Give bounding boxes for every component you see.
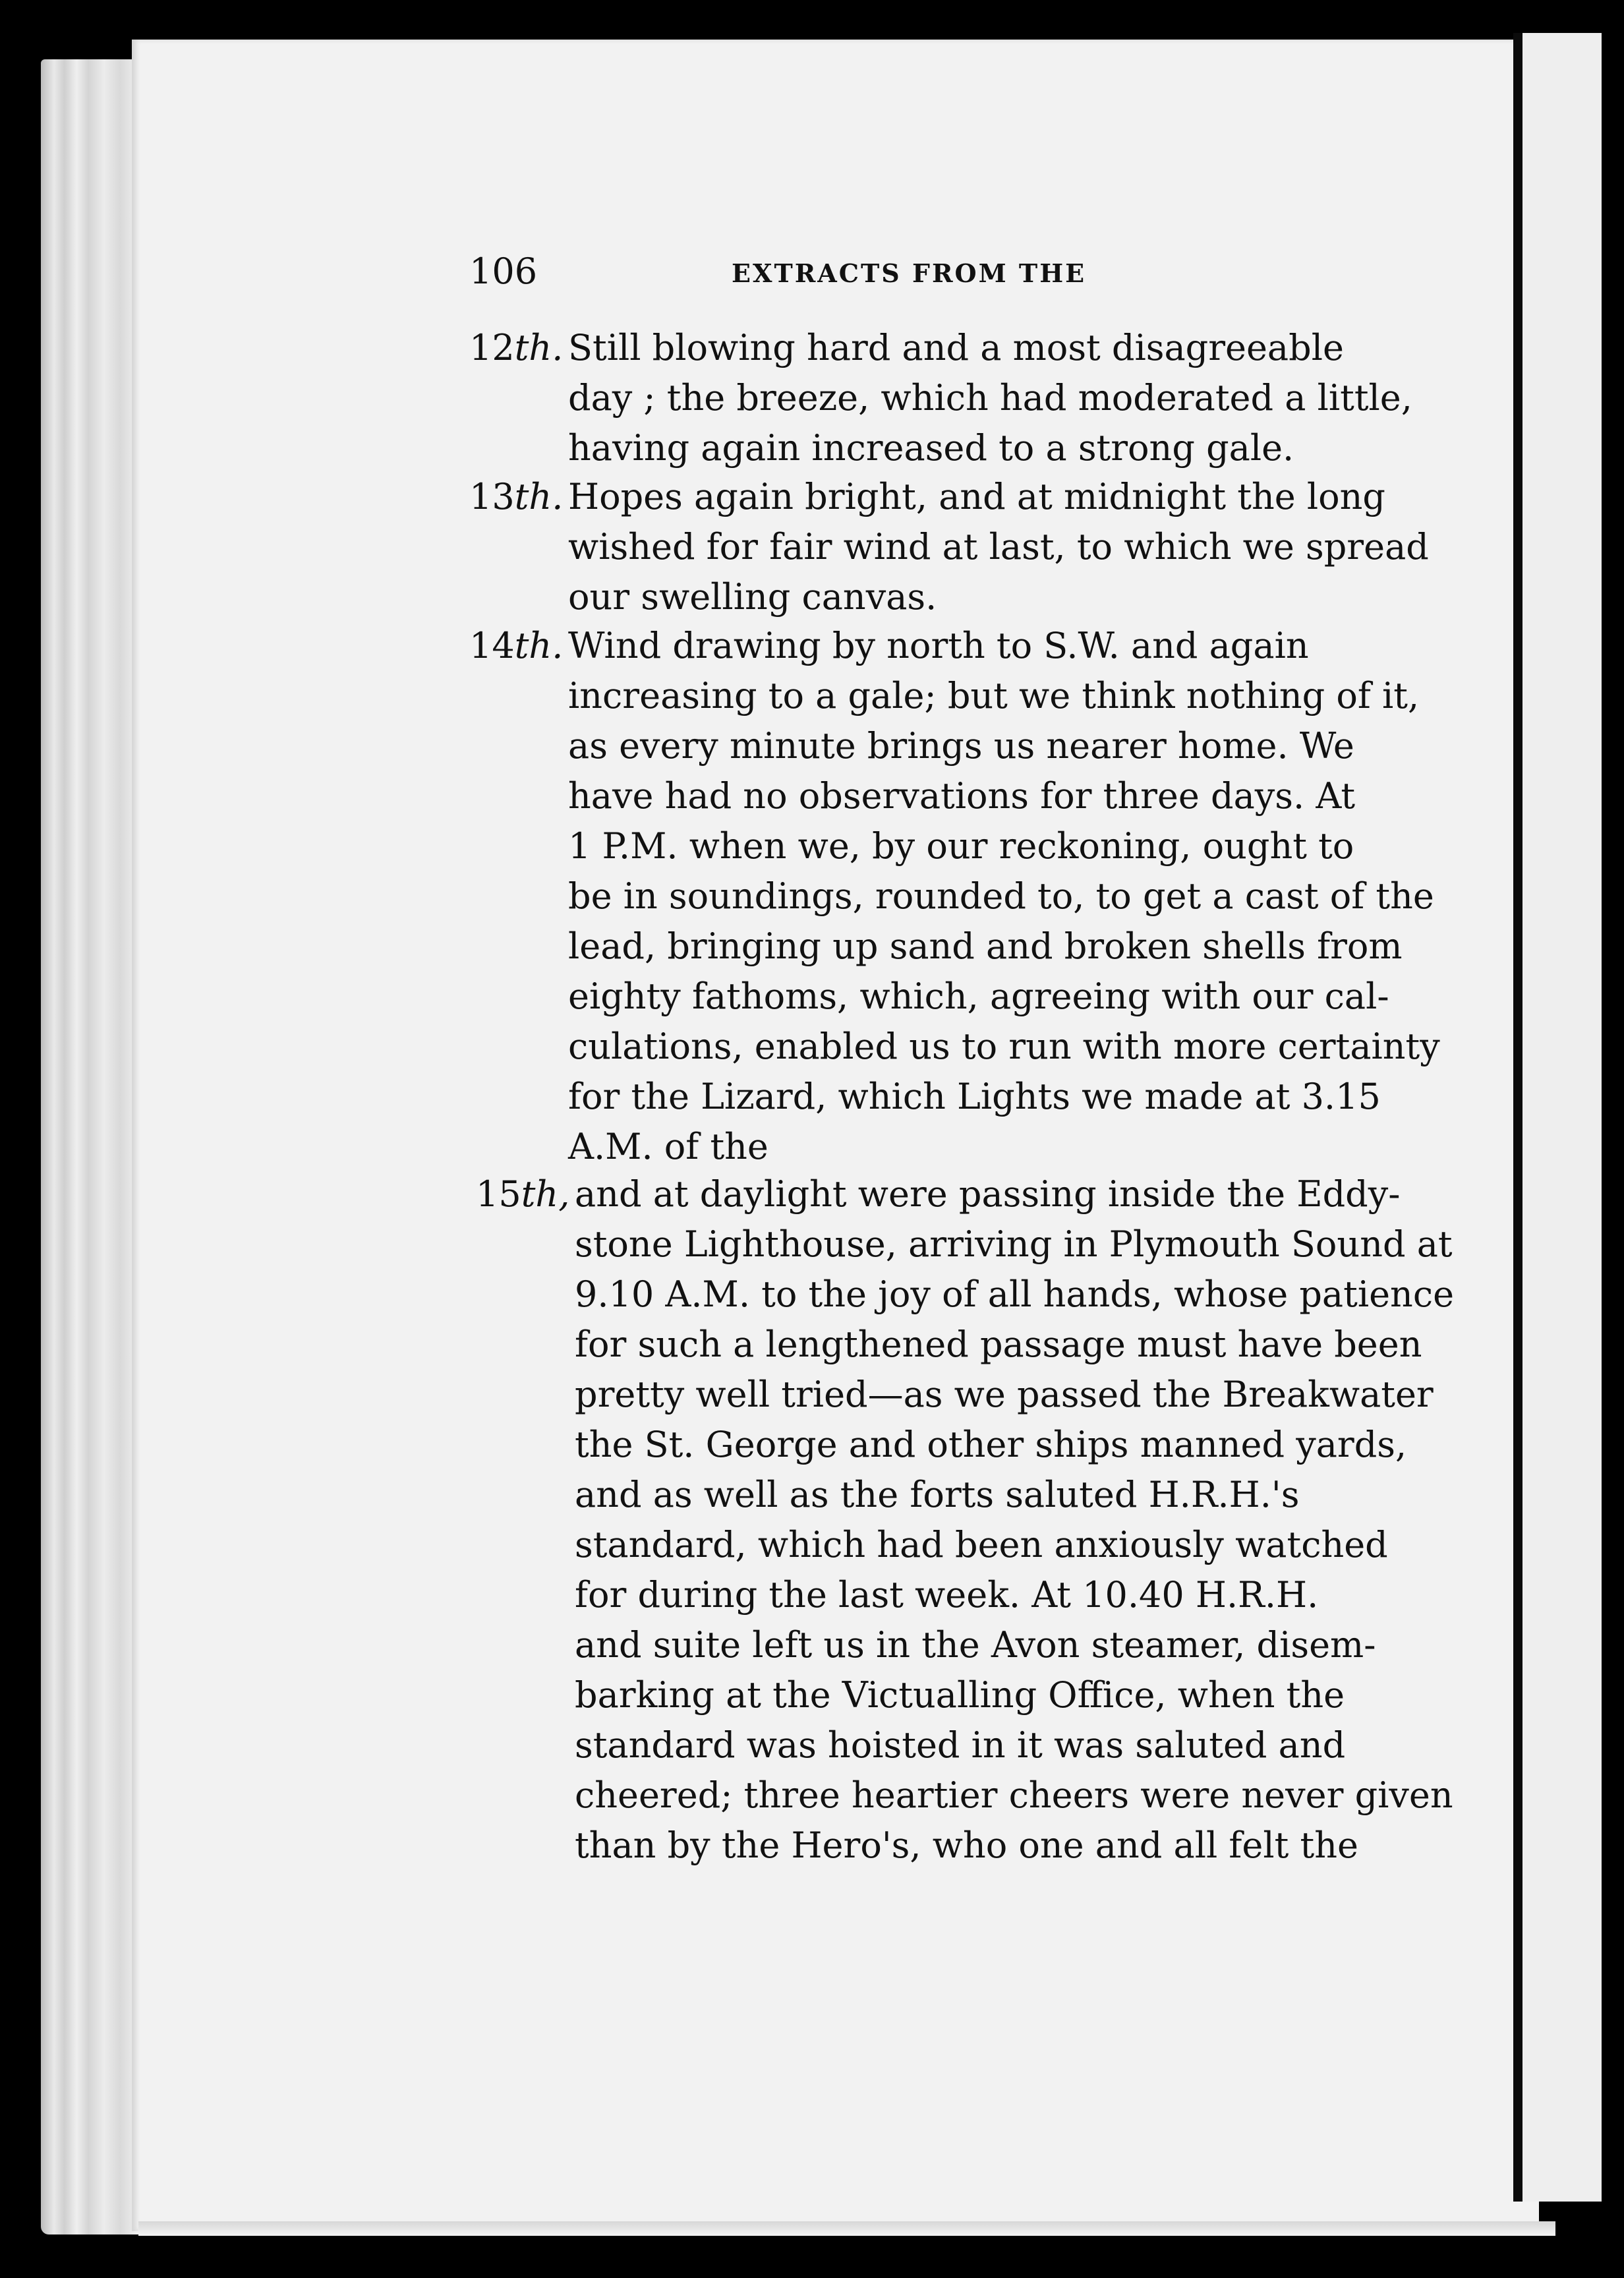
entry-line: A.M. of the: [568, 1126, 768, 1167]
date-suffix: th,: [521, 1173, 570, 1215]
entry-line: be in soundings, rounded to, to get a cast of the: [568, 875, 1434, 917]
entry-line: and as well as the forts saluted H.R.H.'s: [575, 1474, 1300, 1515]
entry-line: than by the Hero's, who one and all felt the: [575, 1825, 1358, 1866]
entry-line: our swelling canvas.: [568, 576, 937, 618]
entry-line: for during the last week. At 10.40 H.R.H.: [575, 1574, 1319, 1616]
entry-line: for such a lengthened passage must have been: [575, 1324, 1422, 1365]
entry-line: [469, 621, 1339, 671]
date-suffix: th.: [514, 625, 564, 666]
date-number: 12: [469, 327, 515, 368]
entry-date-label: [469, 323, 568, 373]
entry-line: standard, which had been anxiously watched: [575, 1524, 1388, 1565]
date-number: 14: [469, 625, 515, 666]
entry-line: the St. George and other ships manned yards,: [575, 1424, 1407, 1465]
entry-line: cheered; three heartier cheers were never given: [575, 1774, 1453, 1816]
facing-page-edge: [1513, 33, 1602, 2202]
date-suffix: th.: [514, 327, 564, 368]
entry-line: [476, 1169, 1401, 1219]
entry-text: Wind drawing by north to S.W. and again: [568, 625, 1309, 666]
entry-line: having again increased to a strong gale.: [568, 427, 1294, 469]
diary-entry-13th: [469, 472, 1429, 622]
entry-line: pretty well tried—as we passed the Breakwater: [575, 1374, 1434, 1415]
date-number: 15: [476, 1173, 521, 1215]
entry-line: day ; the breeze, which had moderated a little,: [568, 377, 1412, 419]
entry-line: standard was hoisted in it was saluted and: [575, 1724, 1346, 1766]
entry-line: stone Lighthouse, arriving in Plymouth Sound at: [575, 1223, 1453, 1265]
page-bottom-edge: [138, 2221, 1555, 2236]
entry-line: increasing to a gale; but we think nothing of it,: [568, 675, 1420, 716]
entry-text: Still blowing hard and a most disagreeable: [568, 327, 1344, 368]
diary-entry-14th: [469, 621, 1440, 1172]
entry-date-label: [476, 1169, 575, 1219]
entry-text: Hopes again bright, and at midnight the long: [568, 476, 1385, 517]
entry-line: 9.10 A.M. to the joy of all hands, whose patience: [575, 1273, 1455, 1315]
date-suffix: th.: [514, 476, 564, 517]
entry-line: lead, bringing up sand and broken shells from: [568, 925, 1403, 967]
entry-line: as every minute brings us nearer home. We: [568, 725, 1354, 767]
entry-line: [469, 323, 1344, 373]
entry-text: and at daylight were passing inside the Eddy-: [575, 1173, 1401, 1215]
diary-entry-15th: [476, 1169, 1455, 1871]
page-number: 106: [469, 250, 538, 292]
entry-date-label: [469, 621, 568, 671]
entry-date-label: [469, 472, 568, 522]
entry-line: wished for fair wind at last, to which we spread: [568, 526, 1429, 568]
entry-line: barking at the Victualling Office, when the: [575, 1674, 1345, 1716]
page-header: [469, 250, 1326, 297]
book-page-edges: [41, 59, 140, 2234]
entry-line: eighty fathoms, which, agreeing with our cal-: [568, 976, 1389, 1017]
entry-line: culations, enabled us to run with more certainty: [568, 1026, 1440, 1067]
entry-line: [469, 472, 1385, 522]
diary-entry-12th: [469, 323, 1412, 473]
date-number: 13: [469, 476, 515, 517]
running-title: EXTRACTS FROM THE: [732, 258, 1087, 288]
entry-line: 1 P.M. when we, by our reckoning, ought to: [568, 825, 1354, 867]
entry-line: have had no observations for three days. At: [568, 775, 1356, 817]
entry-line: and suite left us in the Avon steamer, disem-: [575, 1624, 1376, 1666]
entry-line: for the Lizard, which Lights we made at 3.15: [568, 1076, 1381, 1117]
